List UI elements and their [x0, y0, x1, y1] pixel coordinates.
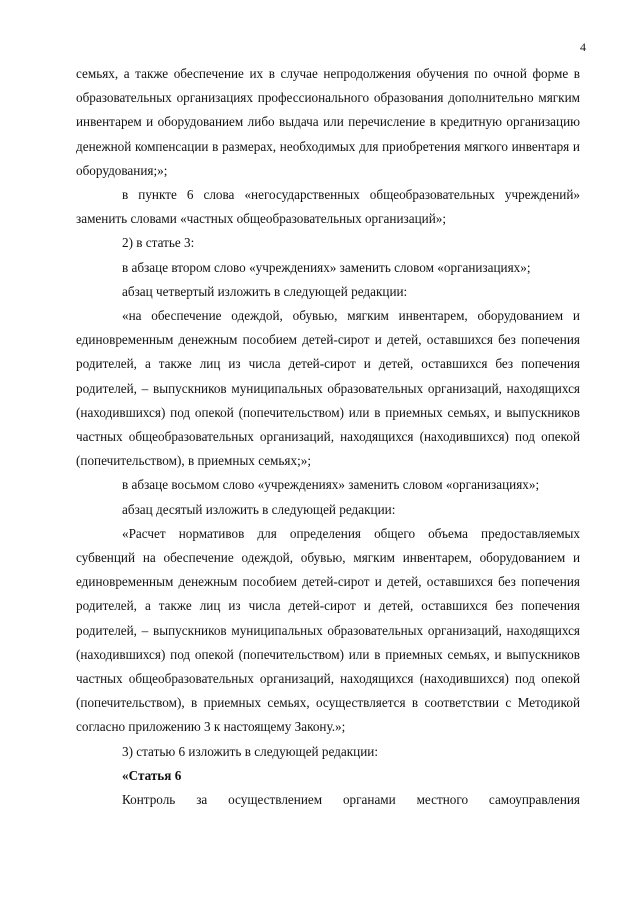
paragraph-continuation: семьях, а также обеспечение их в случае непродолжения обучения по очной форме в образовательных организациях профессионального образования дополнительно мягким инвентарем и оборудованием либо выдача или перечисление в кредитную организацию денежной компенсации в размерах, необходимых для приобретения мягкого инвентаря и оборудования;»;: [76, 66, 580, 178]
paragraph-fourth-abzac: абзац четвертый изложить в следующей редакции:: [122, 283, 408, 299]
paragraph-second-abzac: в абзаце втором слово «учреждениях» заменить словом «организациях»;: [122, 259, 531, 275]
paragraph-tenth-abzac: абзац десятый изложить в следующей редакции:: [122, 501, 396, 517]
paragraph-quote-2: «Расчет нормативов для определения общего объема предоставляемых субвенций на обеспечение одеждой, обувью, мягким инвентарем, оборудованием и единовременным денежным пособием детей-сирот и детей, оставшихся без попечения родителей, а также лиц из числа детей-сирот и детей, оставшихся без попечения родителей, – выпускников муниципальных образовательных организаций, находящихся (находившихся) под опекой (попечительством) или в приемных семьях, и выпускников частных общеобразовательных организаций, находящихся (находившихся) под опекой (попечительством), в приемных семьях, осуществляется в соответствии с Методикой согласно приложению 3 к настоящему Закону.»;: [76, 525, 580, 735]
paragraph-article-6: 3) статью 6 изложить в следующей редакции:: [122, 743, 378, 759]
page-number: 4: [580, 40, 586, 54]
paragraph-control: Контроль за осуществлением органами местного самоуправления: [122, 792, 580, 808]
paragraph-eighth-abzac: в абзаце восьмом слово «учреждениях» заменить словом «организациях»;: [122, 477, 540, 493]
article-heading: «Статья 6: [122, 767, 182, 783]
document-body: [76, 62, 580, 812]
paragraph-article-3: 2) в статье 3:: [122, 235, 195, 251]
paragraph-quote-1: «на обеспечение одеждой, обувью, мягким инвентарем, оборудованием и единовременным денежным пособием детей-сирот и детей, оставшихся без попечения родителей, а также лиц из числа детей-сирот и детей, оставшихся без попечения родителей, – выпускников муниципальных образовательных организаций, находящихся (находившихся) под опекой (попечительством) или в приемных семьях, и выпускников частных общеобразовательных организаций, находящихся (находившихся) под опекой (попечительством), в приемных семьях;»;: [76, 308, 580, 469]
paragraph-point-6: в пункте 6 слова «негосударственных общеобразовательных учреждений» заменить словами «частных общеобразовательных организаций»;: [76, 187, 580, 227]
